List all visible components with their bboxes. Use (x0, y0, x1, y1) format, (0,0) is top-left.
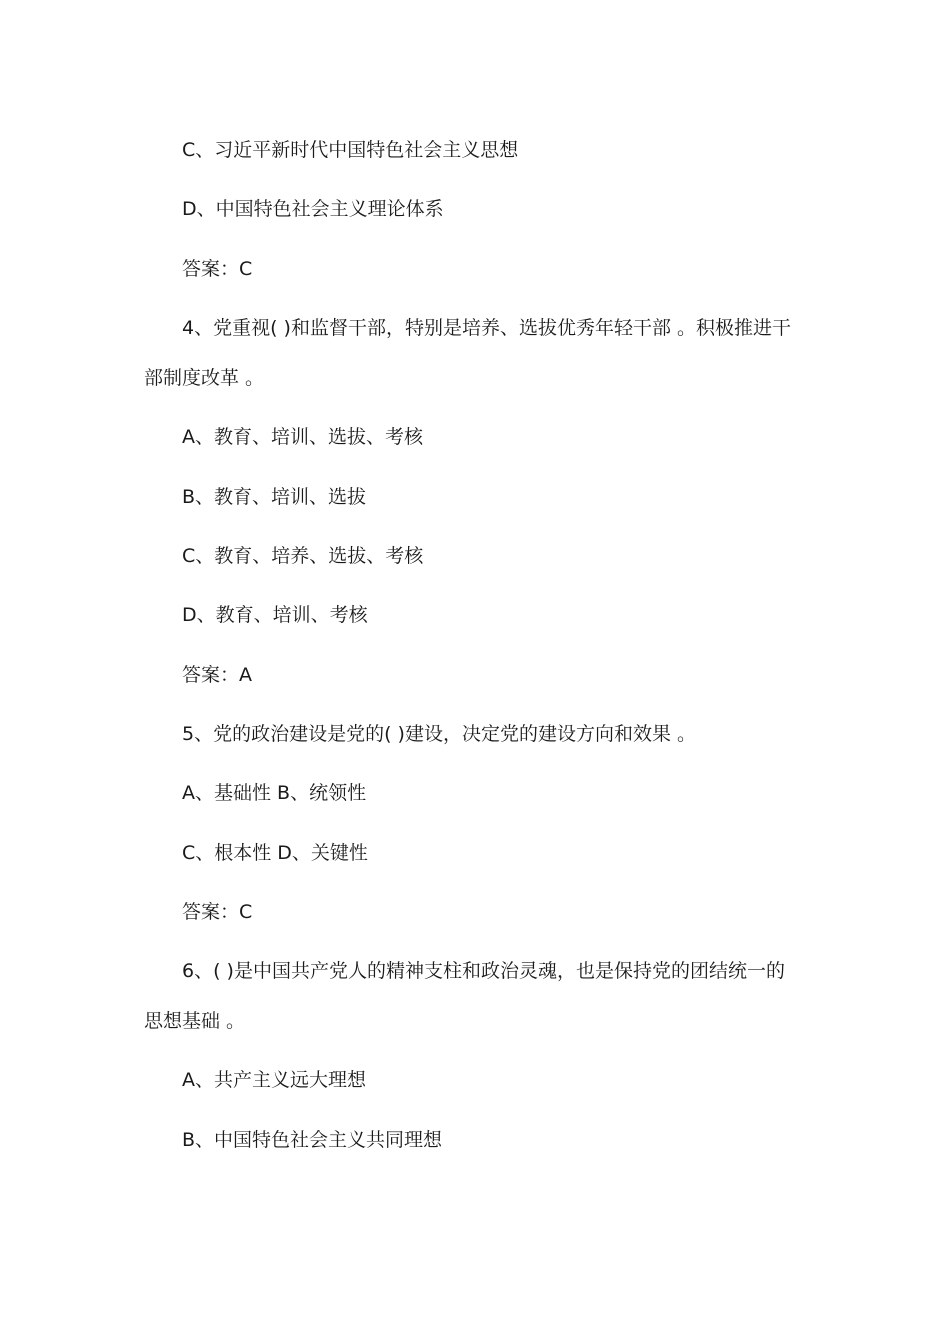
q3-option-d: D、中国特色社会主义理论体系 (182, 198, 444, 220)
q5-options-cd: C、根本性 D、关键性 (182, 842, 368, 864)
q3-answer: 答案：C (182, 258, 253, 280)
q3-option-c: C、习近平新时代中国特色社会主义思想 (182, 139, 519, 161)
q6-question: 6、( )是中国共产党人的精神支柱和政治灵魂，也是保持党的团结统一的 (182, 960, 785, 982)
q4-question: 4、党重视( )和监督干部，特别是培养、选拔优秀年轻干部 。积极推进干 (182, 317, 791, 339)
q4-answer: 答案：A (182, 664, 252, 686)
q6-option-b: B、中国特色社会主义共同理想 (182, 1129, 443, 1151)
q5-question: 5、党的政治建设是党的( )建设，决定党的建设方向和效果 。 (182, 723, 696, 745)
q4-question-continued: 部制度改革 。 (144, 367, 265, 389)
q4-option-b: B、教育、培训、选拔 (182, 486, 367, 508)
q5-options-ab: A、基础性 B、统领性 (182, 782, 367, 804)
q5-answer: 答案：C (182, 901, 253, 923)
q6-question-continued: 思想基础 。 (144, 1010, 246, 1032)
q4-option-c: C、教育、培养、选拔、考核 (182, 545, 424, 567)
q6-option-a: A、共产主义远大理想 (182, 1069, 366, 1091)
q4-option-a: A、教育、培训、选拔、考核 (182, 426, 423, 448)
q4-option-d: D、教育、培训、考核 (182, 604, 368, 626)
